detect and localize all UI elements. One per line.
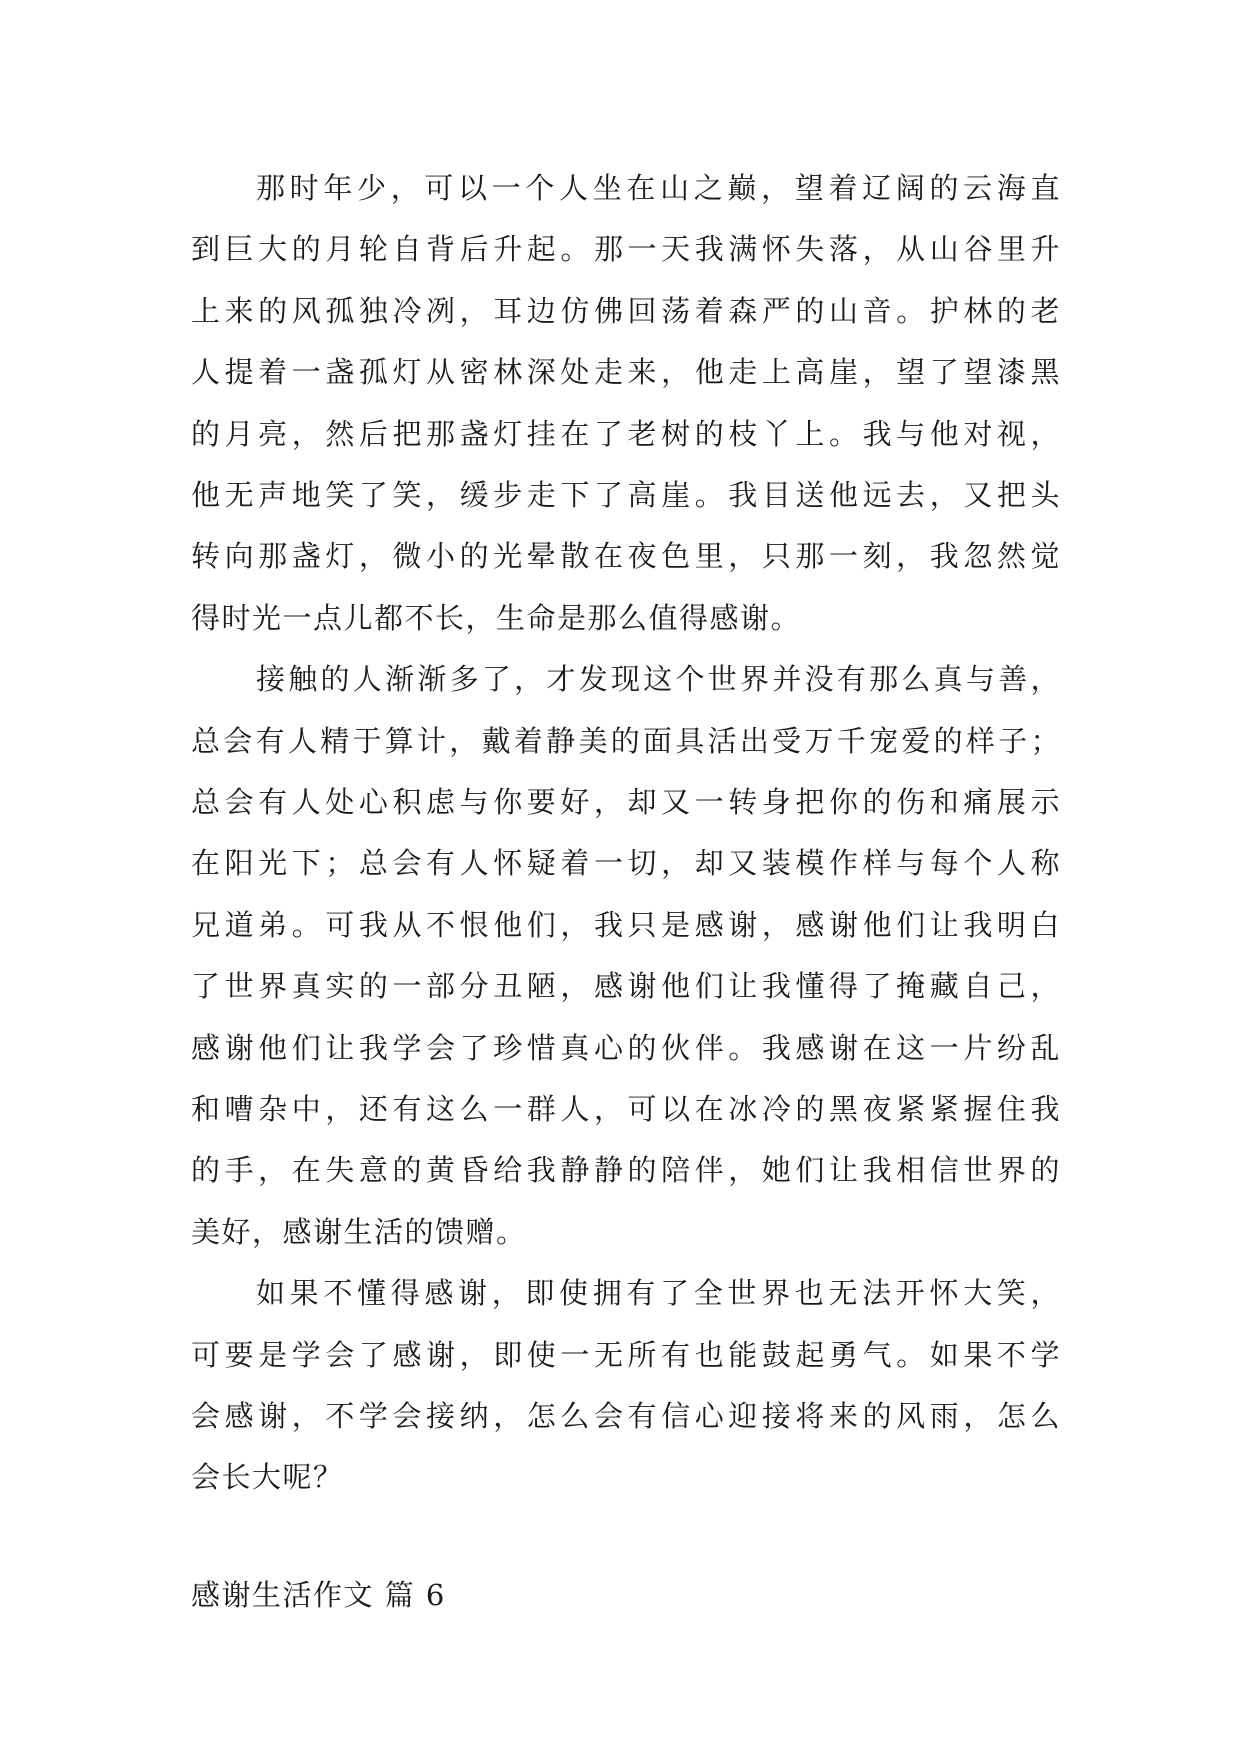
paragraph-1-line-2: 到巨大的月轮自背后升起。那一天我满怀失落，从山谷里升 [191,232,1061,267]
paragraph-2-line-8: 和嘈杂中，还有这么一群人，可以在冰冷的黑夜紧紧握住我 [191,1092,1061,1126]
paragraph-2-line-10: 美好，感谢生活的馈赠。 [191,1214,527,1249]
paragraph-2-line-4: 在阳光下；总会有人怀疑着一切，却又装模作样与每个人称 [191,846,1061,881]
paragraph-3-line-3: 会感谢，不学会接纳，怎么会有信心迎接将来的风雨，怎么 [191,1399,1061,1433]
paragraph-2-line-2: 总会有人精于算计，戴着静美的面具活出受万千宠爱的样子； [191,723,1061,758]
paragraph-3-line-4: 会长大呢？ [191,1460,344,1495]
paragraph-2-line-5: 兄道弟。可我从不恨他们，我只是感谢，感谢他们让我明白 [191,907,1061,942]
paragraph-2-line-9: 的手，在失意的黄昏给我静静的陪伴，她们让我相信世界的 [191,1153,1061,1188]
paragraph-1-line-8: 得时光一点儿都不长，生命是那么值得感谢。 [191,600,802,635]
paragraph-1-line-3: 上来的风孤独冷冽，耳边仿佛回荡着森严的山音。护林的老 [191,293,1061,328]
paragraph-2-line-7: 感谢他们让我学会了珍惜真心的伙伴。我感谢在这一片纷乱 [191,1030,1061,1065]
paragraph-2-line-6: 了世界真实的一部分丑陋，感谢他们让我懂得了掩藏自己， [191,969,1061,1004]
paragraph-3-line-1: 如果不懂得感谢，即使拥有了全世界也无法开怀大笑， [256,1276,1061,1311]
paragraph-2-line-3: 总会有人处心积虑与你要好，却又一转身把你的伤和痛展示 [191,785,1061,819]
paragraph-1-line-6: 他无声地笑了笑，缓步走下了高崖。我目送他远去，又把头 [191,478,1061,512]
paragraph-1-line-7: 转向那盏灯，微小的光晕散在夜色里，只那一刻，我忽然觉 [191,539,1061,574]
paragraph-1-line-5: 的月亮，然后把那盏灯挂在了老树的枝丫上。我与他对视， [191,416,1061,451]
paragraph-1-line-4: 人提着一盏孤灯从密林深处走来，他走上高崖，望了望漆黑 [191,355,1061,390]
paragraph-2-line-1: 接触的人渐渐多了，才发现这个世界并没有那么真与善， [256,662,1061,697]
paragraph-3-line-2: 可要是学会了感谢，即使一无所有也能鼓起勇气。如果不学 [191,1337,1061,1372]
section-heading: 感谢生活作文 篇 6 [191,1578,446,1613]
paragraph-1-line-1: 那时年少，可以一个人坐在山之巅，望着辽阔的云海直 [256,171,1061,205]
